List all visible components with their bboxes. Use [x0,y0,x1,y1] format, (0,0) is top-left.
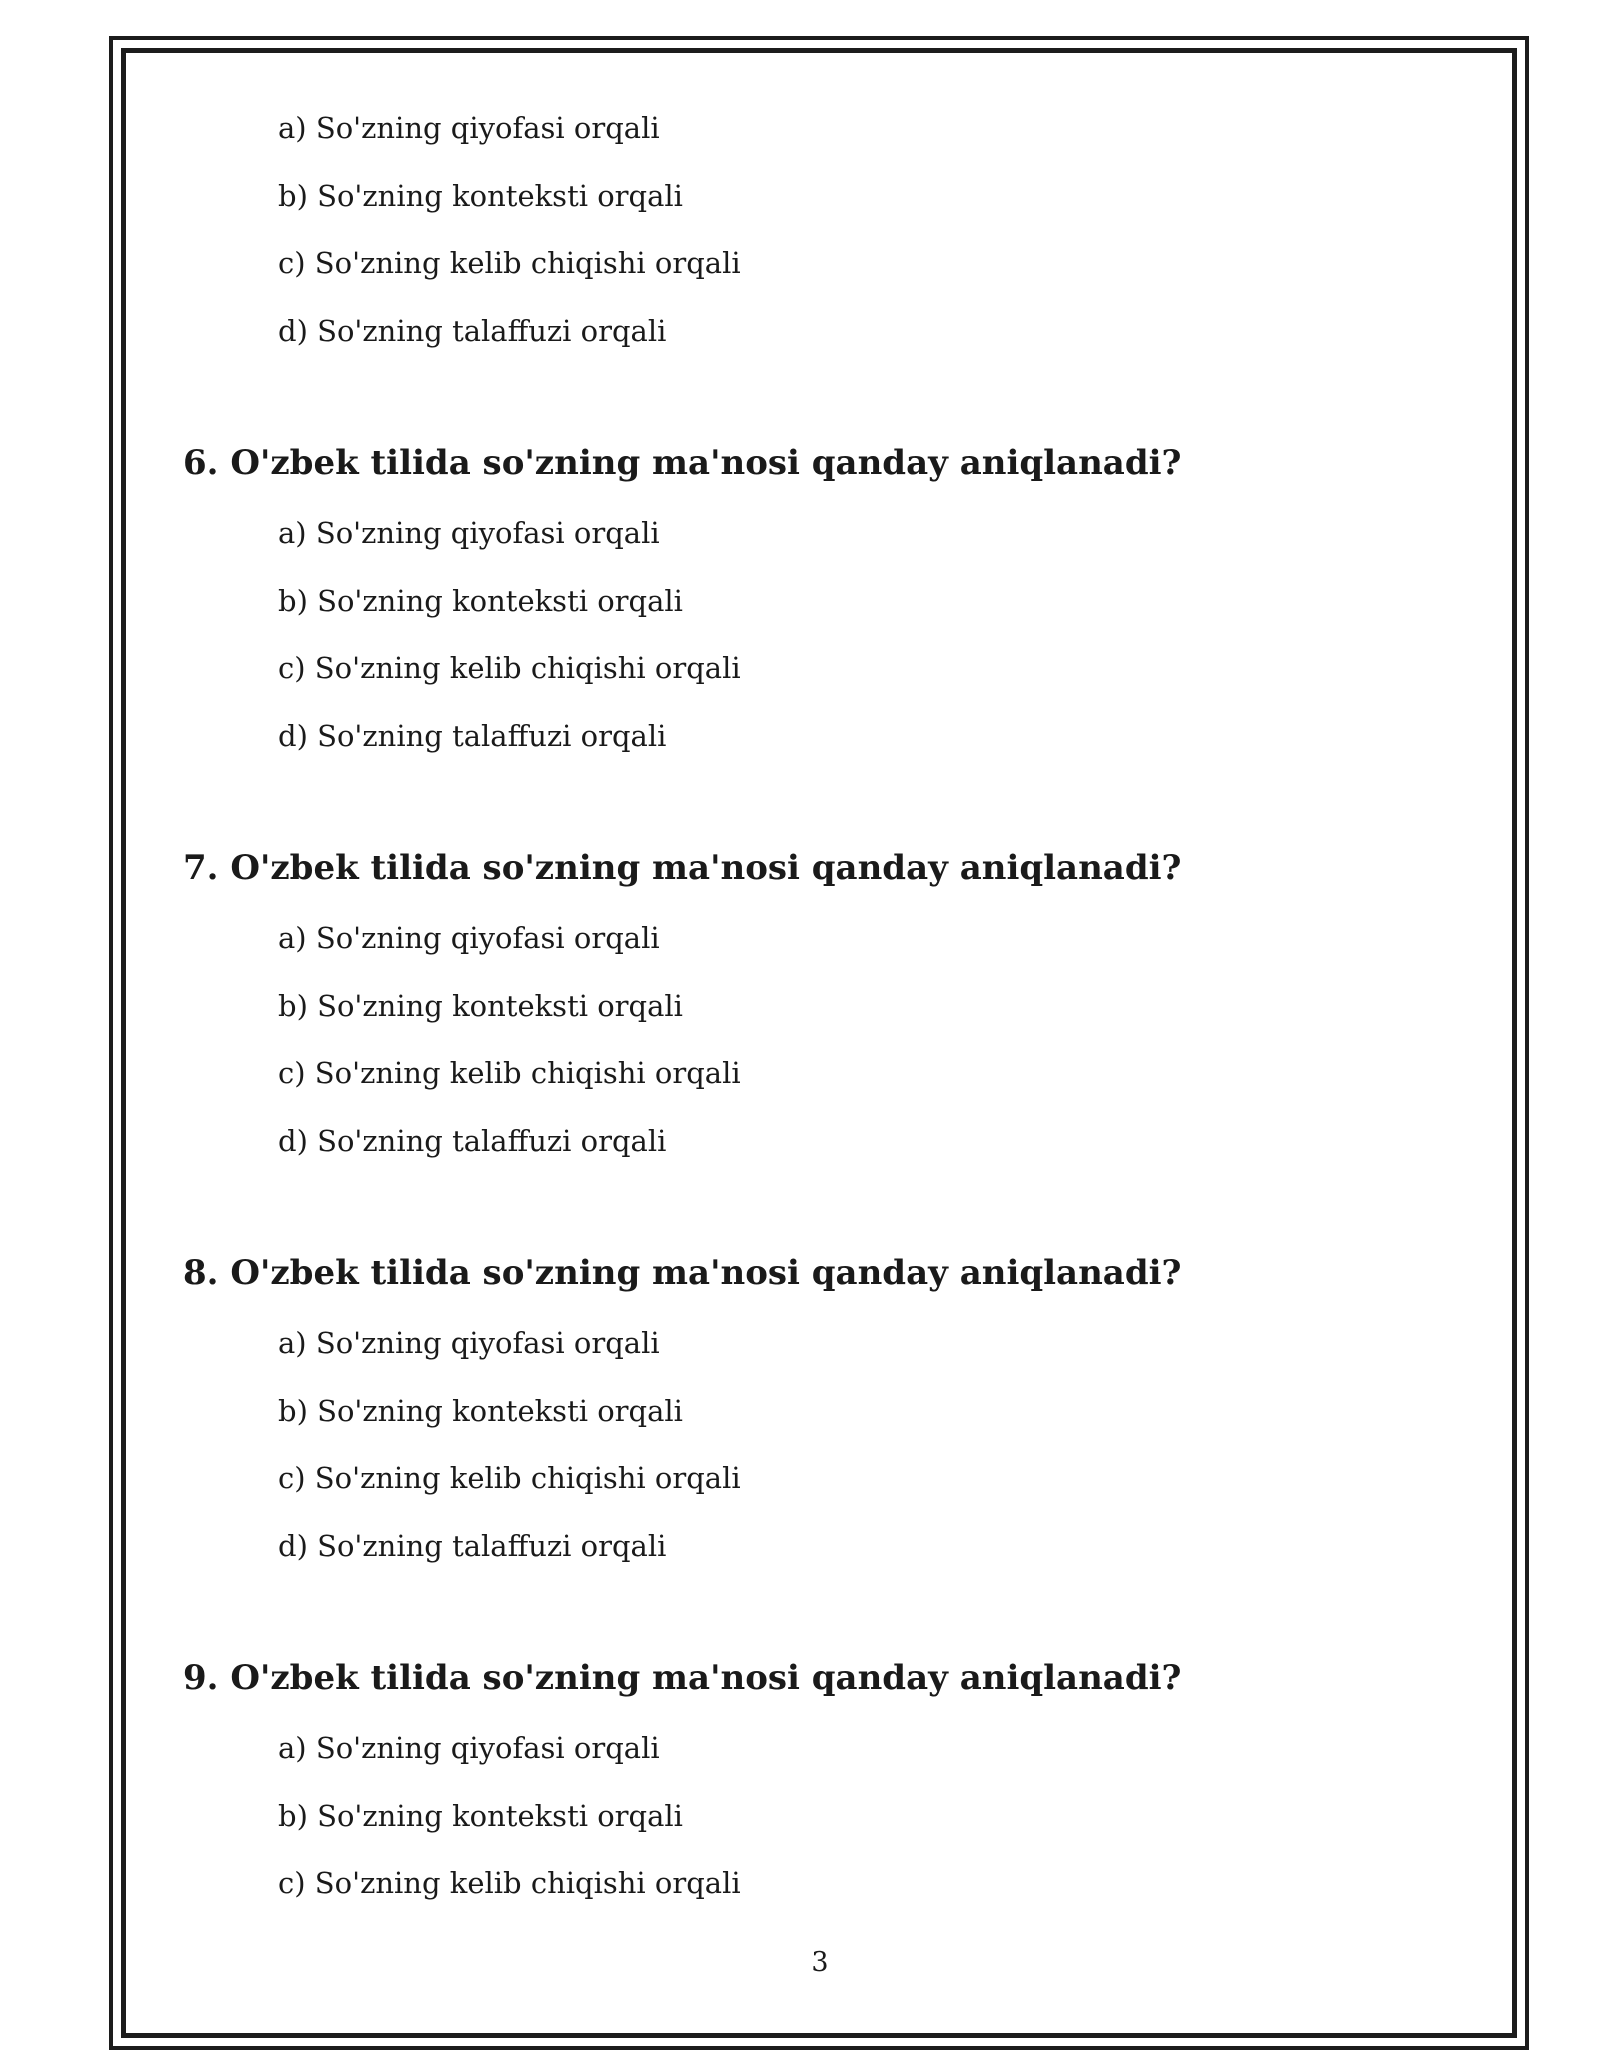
option-b: b) So'zning konteksti orqali [278,989,683,1023]
option-d: d) So'zning talaffuzi orqali [278,314,667,348]
option-b: b) So'zning konteksti orqali [278,179,683,213]
option-a: a) So'zning qiyofasi orqali [278,1326,660,1360]
question-9: 9. O'zbek tilida so'zning ma'nosi qanday aniqlanadi? [183,1658,1182,1698]
option-a: a) So'zning qiyofasi orqali [278,921,660,955]
question-7: 7. O'zbek tilida so'zning ma'nosi qanday aniqlanadi? [183,848,1182,888]
option-d: d) So'zning talaffuzi orqali [278,1529,667,1563]
option-c: c) So'zning kelib chiqishi orqali [278,651,741,685]
option-a: a) So'zning qiyofasi orqali [278,516,660,550]
page-number: 3 [811,1947,829,1978]
option-c: c) So'zning kelib chiqishi orqali [278,1056,741,1090]
option-d: d) So'zning talaffuzi orqali [278,1124,667,1158]
option-a: a) So'zning qiyofasi orqali [278,111,660,145]
option-c: c) So'zning kelib chiqishi orqali [278,1866,741,1900]
option-b: b) So'zning konteksti orqali [278,1799,683,1833]
question-6: 6. O'zbek tilida so'zning ma'nosi qanday aniqlanadi? [183,443,1182,483]
option-b: b) So'zning konteksti orqali [278,584,683,618]
option-c: c) So'zning kelib chiqishi orqali [278,1461,741,1495]
option-a: a) So'zning qiyofasi orqali [278,1731,660,1765]
option-d: d) So'zning talaffuzi orqali [278,719,667,753]
option-c: c) So'zning kelib chiqishi orqali [278,246,741,280]
option-b: b) So'zning konteksti orqali [278,1394,683,1428]
question-8: 8. O'zbek tilida so'zning ma'nosi qanday aniqlanadi? [183,1253,1182,1293]
